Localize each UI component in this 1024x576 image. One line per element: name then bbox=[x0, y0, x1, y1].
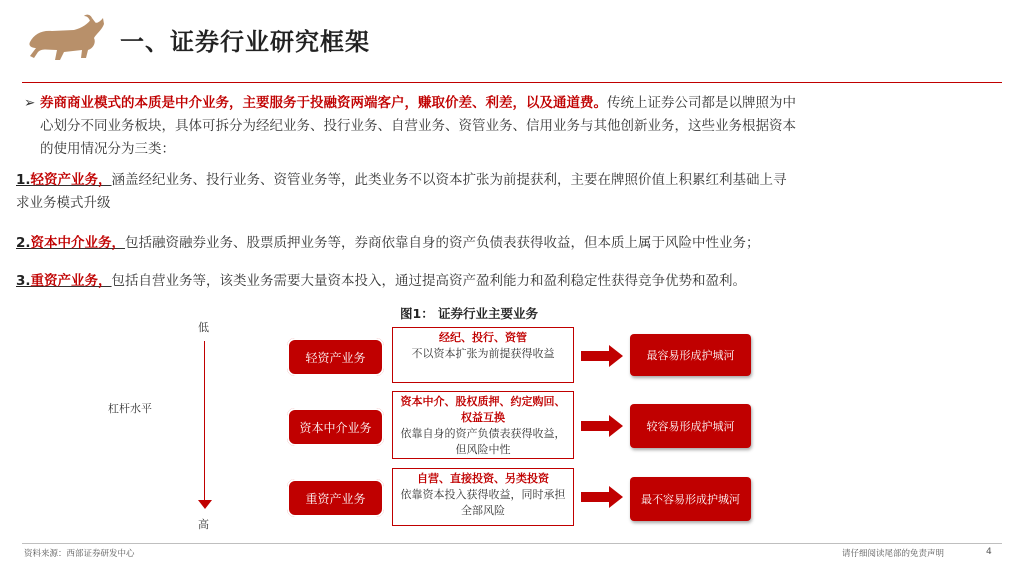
figure-title: 图1： 证券行业主要业务 bbox=[400, 306, 539, 321]
category-capital-intermediary bbox=[16, 232, 1006, 255]
category-desc-cont: 求业务模式升级 bbox=[16, 195, 111, 211]
bull-logo-icon bbox=[24, 12, 108, 64]
category-number: 3. bbox=[16, 273, 31, 289]
page-number: 4 bbox=[986, 547, 992, 557]
business-detail-capital bbox=[392, 391, 574, 459]
axis-low-label: 低 bbox=[198, 321, 209, 334]
business-type-capital: 资本中介业务 bbox=[287, 408, 384, 446]
intro-paragraph bbox=[24, 92, 1004, 161]
page-title: 一、证券行业研究框架 bbox=[120, 27, 370, 56]
business-type-light: 轻资产业务 bbox=[287, 338, 384, 376]
category-number: 2. bbox=[16, 235, 31, 251]
category-name: 资本中介业务， bbox=[30, 235, 126, 251]
intro-line2: 心划分不同业务板块，具体可拆分为经纪业务、投行业务、自营业务、资管业务、信用业务与其他创新业务，这些业务根据资本 bbox=[40, 118, 796, 134]
category-number: 1. bbox=[16, 172, 31, 188]
right-arrow-icon bbox=[581, 486, 623, 508]
moat-outcome-heavy: 最不容易形成护城河 bbox=[630, 477, 751, 521]
intro-lead: 券商商业模式的本质是中介业务，主要服务于投融资两端客户，赚取价差、利差，以及通道费。 bbox=[40, 95, 607, 111]
axis-title: 杠杆水平 bbox=[108, 402, 152, 415]
detail-examples: 自营、直接投资、另类投资 bbox=[417, 472, 549, 485]
intro-rest: 传统上证券公司都是以牌照为中 bbox=[607, 95, 796, 111]
business-detail-heavy bbox=[392, 468, 574, 526]
business-type-heavy: 重资产业务 bbox=[287, 479, 384, 517]
detail-description: 依靠自身的资产负债表获得收益，但风险中性 bbox=[400, 427, 566, 456]
category-name: 轻资产业务， bbox=[30, 172, 112, 188]
header-divider bbox=[22, 82, 1002, 83]
right-arrow-icon bbox=[581, 415, 623, 437]
footer-divider bbox=[22, 543, 1002, 544]
arrow-bullet-icon: ➢ bbox=[24, 95, 36, 111]
moat-outcome-light: 最容易形成护城河 bbox=[630, 334, 751, 376]
footer-disclaimer: 请仔细阅读尾部的免责声明 bbox=[842, 549, 945, 559]
footer-source: 资料来源：西部证券研发中心 bbox=[24, 549, 135, 559]
moat-outcome-capital: 较容易形成护城河 bbox=[630, 404, 751, 448]
detail-description: 不以资本扩张为前提获得收益 bbox=[411, 347, 555, 360]
business-detail-light bbox=[392, 327, 574, 383]
axis-high-label: 高 bbox=[198, 518, 209, 531]
category-light-asset bbox=[16, 169, 1006, 215]
axis-arrowhead-icon bbox=[198, 500, 212, 509]
category-desc: 包括自营业务等，该类业务需要大量资本投入，通过提高资产盈利能力和盈利稳定性获得竞争优势和盈利。 bbox=[111, 273, 747, 289]
detail-examples: 资本中介、股权质押、约定购回、权益互换 bbox=[400, 395, 566, 424]
category-heavy-asset bbox=[16, 270, 1006, 293]
detail-examples: 经纪、投行、资管 bbox=[439, 331, 527, 344]
leverage-axis-line bbox=[204, 341, 205, 504]
category-desc: 涵盖经纪业务、投行业务、资管业务等，此类业务不以资本扩张为前提获利，主要在牌照价值上积累红利基础上寻 bbox=[111, 172, 787, 188]
detail-description: 依靠资本投入获得收益，同时承担全部风险 bbox=[400, 488, 566, 517]
intro-line3: 的使用情况分为三类： bbox=[40, 141, 175, 157]
category-desc: 包括融资融券业务、股票质押业务等，券商依靠自身的资产负债表获得收益，但本质上属于风险中性业务； bbox=[125, 235, 760, 251]
right-arrow-icon bbox=[581, 345, 623, 367]
category-name: 重资产业务， bbox=[30, 273, 112, 289]
